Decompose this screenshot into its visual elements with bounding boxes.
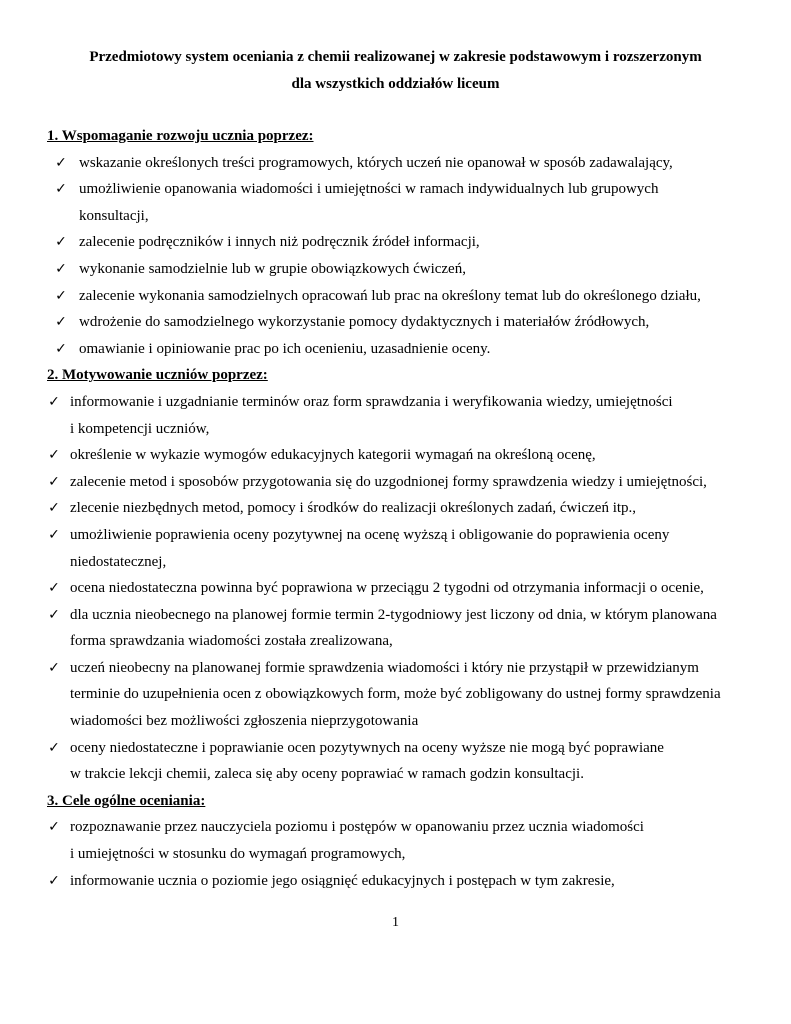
list-item — [0, 229, 791, 256]
checkmark-icon: ✓ — [48, 739, 60, 756]
checkmark-icon: ✓ — [48, 500, 60, 517]
list-item — [0, 522, 791, 575]
checkmark-icon: ✓ — [48, 659, 60, 676]
list-item-text: wiadomości bez możliwości zgłoszenia nieprzygotowania — [70, 713, 419, 730]
list-item-text: informowanie i uzgadnianie terminów oraz form sprawdzania i weryfikowania wiedzy, umiejętności — [70, 393, 673, 410]
list-item-text: wykonanie samodzielnie lub w grupie obowiązkowych ćwiczeń, — [79, 260, 466, 277]
list-item — [0, 283, 791, 310]
section-1-list — [0, 150, 791, 363]
list-item-text: i umiejętności w stosunku do wymagań programowych, — [70, 846, 406, 863]
list-item — [0, 389, 791, 442]
list-item-text: informowanie ucznia o poziomie jego osiągnięć edukacyjnych i postępach w tym zakresie, — [70, 872, 615, 889]
section-1-heading: 1. Wspomaganie rozwoju ucznia poprzez: — [47, 128, 314, 144]
list-item-text: wskazanie określonych treści programowych, których uczeń nie opanował w sposób zadawalający, — [79, 154, 673, 171]
checkmark-icon: ✓ — [48, 580, 60, 597]
list-item-text: umożliwienie opanowania wiadomości i umiejętności w ramach indywidualnych lub grupowych — [79, 181, 659, 198]
checkmark-icon: ✓ — [48, 393, 60, 410]
checkmark-icon: ✓ — [55, 154, 67, 171]
checkmark-icon: ✓ — [48, 526, 60, 543]
checkmark-icon: ✓ — [55, 181, 67, 198]
checkmark-icon: ✓ — [55, 287, 67, 304]
list-item-text: forma sprawdzania wiadomości została zrealizowana, — [70, 633, 393, 650]
list-item — [0, 256, 791, 283]
document-content — [0, 123, 791, 894]
checkmark-icon: ✓ — [48, 819, 60, 836]
list-item — [0, 442, 791, 469]
list-item — [0, 575, 791, 602]
checkmark-icon: ✓ — [48, 606, 60, 623]
checkmark-icon: ✓ — [55, 234, 67, 251]
document-title — [40, 44, 751, 97]
checkmark-icon: ✓ — [55, 260, 67, 277]
list-item-text: oceny niedostateczne i poprawianie ocen pozytywnych na oceny wyższe nie mogą być poprawiane — [70, 739, 664, 756]
list-item-text: zalecenie metod i sposobów przygotowania się do uzgodnionej formy sprawdzenia wiedzy i umiejętności, — [70, 473, 707, 490]
section-3-list — [0, 814, 791, 894]
list-item — [0, 150, 791, 177]
title-line-2: dla wszystkich oddziałów liceum — [291, 75, 500, 92]
list-item — [0, 336, 791, 363]
list-item — [0, 469, 791, 496]
checkmark-icon: ✓ — [55, 314, 67, 331]
list-item-text: zlecenie niezbędnych metod, pomocy i środków do realizacji określonych zadań, ćwiczeń itp., — [70, 500, 637, 517]
section-2-heading: 2. Motywowanie uczniów poprzez: — [47, 367, 268, 384]
list-item — [0, 655, 791, 735]
list-item — [0, 176, 791, 229]
section-2-list — [0, 389, 791, 788]
list-item-text: w trakcie lekcji chemii, zaleca się aby oceny poprawiać w ramach godzin konsultacji. — [70, 766, 584, 783]
list-item-text: zalecenie wykonania samodzielnych opracowań lub prac na określony temat lub do określonego działu, — [79, 287, 701, 304]
list-item — [0, 735, 791, 788]
list-item-text: dla ucznia nieobecnego na planowej formie termin 2-tygodniowy jest liczony od dnia, w którym planowana — [70, 606, 717, 623]
list-item-text: określenie w wykazie wymogów edukacyjnych kategorii wymagań na określoną ocenę, — [70, 447, 596, 464]
list-item-text: uczeń nieobecny na planowanej formie sprawdzenia wiadomości i który nie przystąpił w przewidzianym — [70, 659, 699, 676]
checkmark-icon: ✓ — [55, 340, 67, 357]
list-item-text: ocena niedostateczna powinna być poprawiona w przeciągu 2 tygodni od otrzymania informacji o ocenie, — [70, 580, 704, 597]
list-item — [0, 868, 791, 895]
list-item — [0, 309, 791, 336]
checkmark-icon: ✓ — [48, 473, 60, 490]
list-item-text: i kompetencji uczniów, — [70, 420, 210, 437]
checkmark-icon: ✓ — [48, 872, 60, 889]
page-number: 1 — [392, 915, 399, 930]
list-item-text: umożliwienie poprawienia oceny pozytywnej na ocenę wyższą i obligowanie do poprawienia oceny — [70, 526, 670, 543]
list-item-text: wdrożenie do samodzielnego wykorzystanie pomocy dydaktycznych i materiałów źródłowych, — [79, 314, 650, 331]
title-line-1: Przedmiotowy system oceniania z chemii realizowanej w zakresie podstawowym i rozszerzonym — [89, 49, 702, 65]
checkmark-icon: ✓ — [48, 447, 60, 464]
list-item-text: omawianie i opiniowanie prac po ich ocenieniu, uzasadnienie oceny. — [79, 340, 491, 357]
list-item — [0, 495, 791, 522]
list-item — [0, 602, 791, 655]
list-item-text: zalecenie podręczników i innych niż podręcznik źródeł informacji, — [79, 234, 480, 251]
list-item — [0, 814, 791, 867]
list-item-text: niedostatecznej, — [70, 553, 167, 570]
section-3-heading: 3. Cele ogólne oceniania: — [47, 792, 206, 809]
list-item-text: konsultacji, — [79, 207, 149, 224]
list-item-text: rozpoznawanie przez nauczyciela poziomu i postępów w opanowaniu przez ucznia wiadomości — [70, 819, 644, 836]
list-item-text: terminie do uzupełnienia ocen z obowiązkowych form, może być zobligowany do ustnej formy sprawdzenia — [70, 686, 721, 703]
